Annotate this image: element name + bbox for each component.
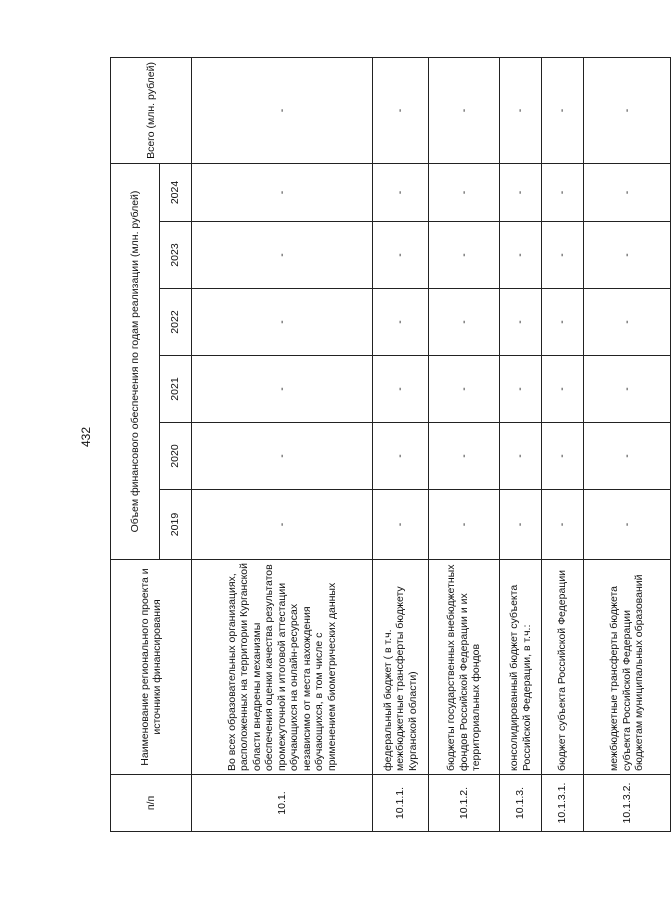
row-number: 10.1.1. [373, 775, 429, 832]
cell-value: - [584, 356, 671, 423]
rotated-page [110, 58, 646, 832]
row-name: федеральный бюджет ( в т.ч. межбюджетные трансферты бюджету Курганской области) [373, 560, 429, 775]
row-name: бюджет субъекта Российской Федерации [542, 560, 584, 775]
cell-value: - [429, 57, 500, 163]
cell-value: - [192, 222, 373, 289]
cell-value: - [192, 163, 373, 221]
cell-value: - [542, 163, 584, 221]
table-row [373, 57, 429, 831]
header-year: 2020 [160, 423, 192, 490]
header-year: 2023 [160, 222, 192, 289]
financing-table [110, 57, 671, 832]
cell-value: - [192, 57, 373, 163]
header-volume: Объем финансового обеспечения по годам реализации (млн. рублей) [111, 163, 160, 559]
row-name: консолидированный бюджет субъекта Российской Федерации, в т.ч.: [500, 560, 542, 775]
row-number: 10.1. [192, 775, 373, 832]
cell-value: - [429, 356, 500, 423]
cell-value: - [542, 423, 584, 490]
cell-value: - [500, 356, 542, 423]
cell-value: - [584, 423, 671, 490]
cell-value: - [373, 222, 429, 289]
cell-value: - [429, 222, 500, 289]
table-row [429, 57, 500, 831]
page-number: 432 [79, 426, 93, 447]
cell-value: - [429, 490, 500, 560]
row-number: 10.1.3.1. [542, 775, 584, 832]
cell-value: - [500, 423, 542, 490]
header-year: 2022 [160, 289, 192, 356]
row-number: 10.1.3. [500, 775, 542, 832]
cell-value: - [373, 57, 429, 163]
cell-value: - [429, 423, 500, 490]
table-row [192, 57, 373, 831]
header-name: Наименование регионального проекта и источники финансирования [111, 560, 192, 775]
row-name: бюджеты государственных внебюджетных фондов Российской Федерации и их территориальных фондов [429, 560, 500, 775]
cell-value: - [500, 163, 542, 221]
cell-value: - [584, 289, 671, 356]
cell-value: - [192, 490, 373, 560]
cell-value: - [192, 289, 373, 356]
row-name: межбюджетные трансферты бюджета субъекта Российской Федерации бюджетам муниципальных образований [584, 560, 671, 775]
cell-value: - [584, 57, 671, 163]
header-total: Всего (млн. рублей) [111, 57, 192, 163]
cell-value: - [373, 163, 429, 221]
header-year: 2024 [160, 163, 192, 221]
cell-value: - [542, 222, 584, 289]
cell-value: - [373, 490, 429, 560]
cell-value: - [542, 490, 584, 560]
table-row [500, 57, 542, 831]
cell-value: - [373, 289, 429, 356]
cell-value: - [429, 163, 500, 221]
cell-value: - [500, 490, 542, 560]
cell-value: - [542, 289, 584, 356]
row-number: 10.1.2. [429, 775, 500, 832]
cell-value: - [584, 222, 671, 289]
cell-value: - [542, 356, 584, 423]
cell-value: - [373, 356, 429, 423]
header-pp: п/п [111, 775, 192, 832]
cell-value: - [542, 57, 584, 163]
cell-value: - [373, 423, 429, 490]
row-number: 10.1.3.2. [584, 775, 671, 832]
cell-value: - [500, 222, 542, 289]
cell-value: - [500, 57, 542, 163]
cell-value: - [584, 490, 671, 560]
cell-value: - [192, 423, 373, 490]
cell-value: - [584, 163, 671, 221]
header-year: 2019 [160, 490, 192, 560]
row-name: Во всех образовательных организациях, расположенных на территории Курганской области внедрены механизмы обеспечения оценки качества результатов промежуточной и итоговой аттестации обучающихся на онлайн-ресурсах независимо от места нахождения обучающихся, в том числе с применением биометрических данных [192, 560, 373, 775]
header-year: 2021 [160, 356, 192, 423]
cell-value: - [429, 289, 500, 356]
cell-value: - [192, 356, 373, 423]
cell-value: - [500, 289, 542, 356]
table-row [542, 57, 584, 831]
table-row [584, 57, 671, 831]
